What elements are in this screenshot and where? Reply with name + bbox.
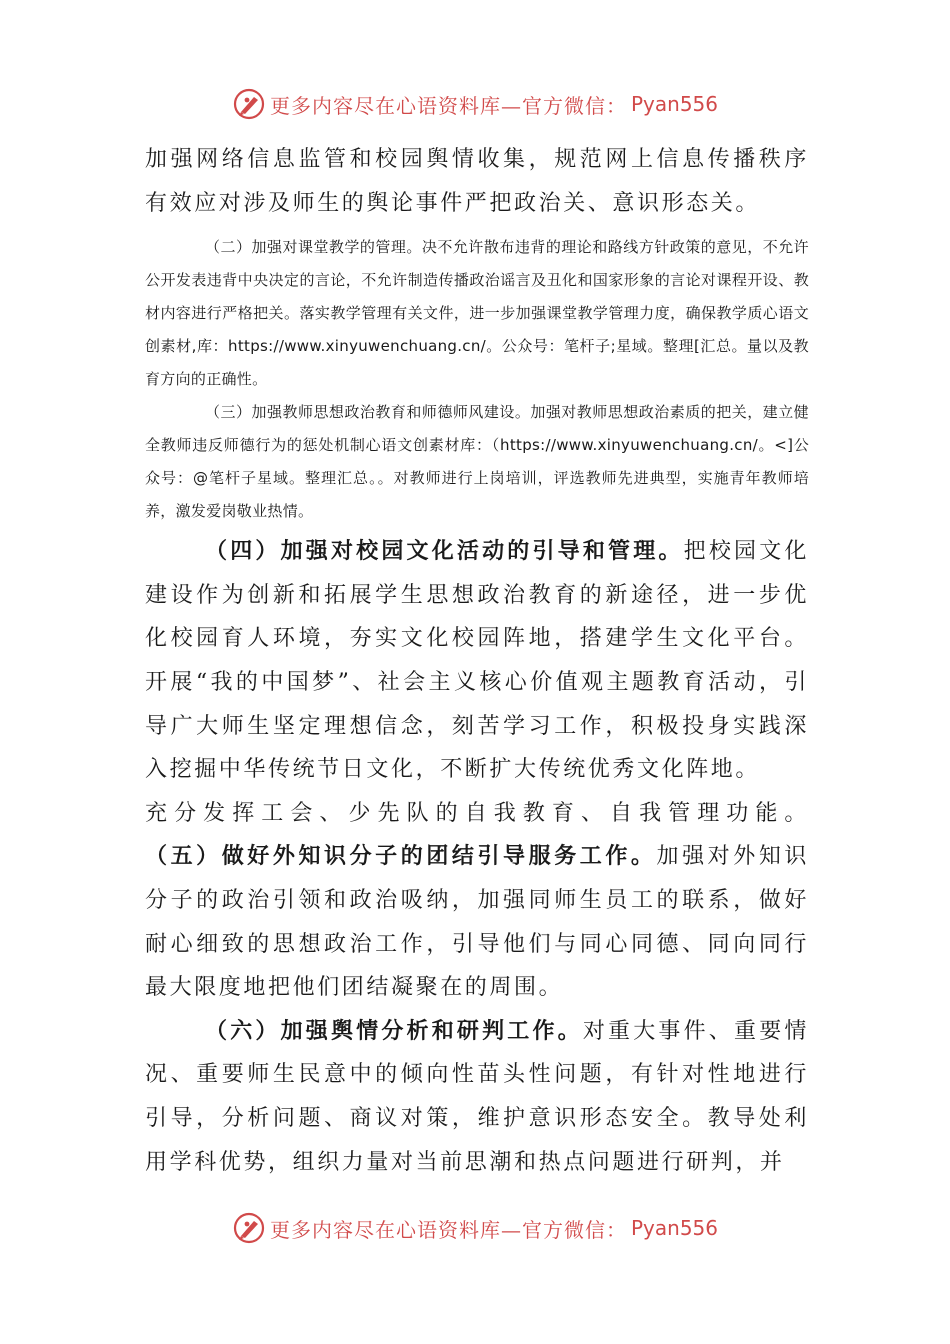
document-body [145, 138, 809, 1184]
section-body-six: 对重大事件、重要情况、重要师生民意中的倾向性苗头性问题，有针对性地进行引导，分析问题、商议对策，维护意识形态安全。教导处利用学科优势，组织力量对当前思潮和热点问题进行研判，并 [145, 1018, 809, 1175]
pen-circle-logo-icon [232, 1211, 266, 1245]
banner-wechat-id: Pyan556 [630, 92, 718, 116]
banner-wechat-id: Pyan556 [630, 1216, 718, 1240]
section-body-five: 加强对外知识分子的政治引领和政治吸纳，加强同师生员工的联系，做好耐心细致的思想政治工作，引导他们与同心同德、同向同行最大限度地把他们团结凝聚在的周围。 [145, 844, 809, 1001]
paragraph-public-opinion [145, 1010, 809, 1184]
footer-banner [0, 1208, 950, 1248]
pen-circle-logo-icon [232, 87, 266, 121]
banner-text: 更多内容尽在心语资料库—官方微信： [269, 93, 627, 118]
paragraph-teacher-ethics: （三）加强教师思想政治教育和师德师风建设。加强对教师思想政治素质的把关，建立健全教师违反师德行为的惩处机制心语文创素材库：（https://www.xinyuwenchuang.cn/。<]公众号：@笔杆子星域。整理汇总。。对教师进行上岗培训，评选教师先进典型，实施青年教师培养，激发爱岗敬业热情。 [145, 403, 809, 521]
section-heading-five: （五）做好外知识分子的团结引导服务工作。 [145, 843, 657, 870]
header-banner [0, 84, 950, 124]
banner-text: 更多内容尽在心语资料库—官方微信： [269, 1217, 627, 1242]
paragraph-campus-culture [145, 530, 809, 792]
paragraph-intellectuals [145, 835, 809, 1009]
section-body-four: 把校园文化建设作为创新和拓展学生思想政治教育的新途径，进一步优化校园育人环境，夯实文化校园阵地，搭建学生文化平台。开展“我的中国梦”、社会主义核心价值观主题教育活动，引导广大师生坚定理想信念，刻苦学习工作，积极投身实践深入挖掘中华传统节日文化，不断扩大传统优秀文化阵地。 [145, 539, 809, 783]
section-heading-six: （六）加强舆情分析和研判工作。 [205, 1017, 583, 1044]
paragraph-classroom-management: （二）加强对课堂教学的管理。决不允许散布违背的理论和路线方针政策的意见，不允许公开发表违背中央决定的言论，不允许制造传播政治谣言及丑化和国家形象的言论对课程开设、教材内容进行严格把关。落实教学管理有关文件，进一步加强课堂教学管理力度，确保教学质心语文创素材,库：https://www.xinyuwenchuang.cn/。公众号：笔杆子;星域。整理[汇总。量以及教育方向的正确性。 [145, 238, 809, 389]
paragraph-union-function: 充分发挥工会、少先队的自我教育、自我管理功能。 [145, 800, 809, 826]
section-heading-four: （四）加强对校园文化活动的引导和管理。 [205, 538, 684, 565]
paragraph-network-monitoring: 加强网络信息监管和校园舆情收集，规范网上信息传播秩序有效应对涉及师生的舆论事件严把政治关、意识形态关。 [145, 147, 809, 216]
